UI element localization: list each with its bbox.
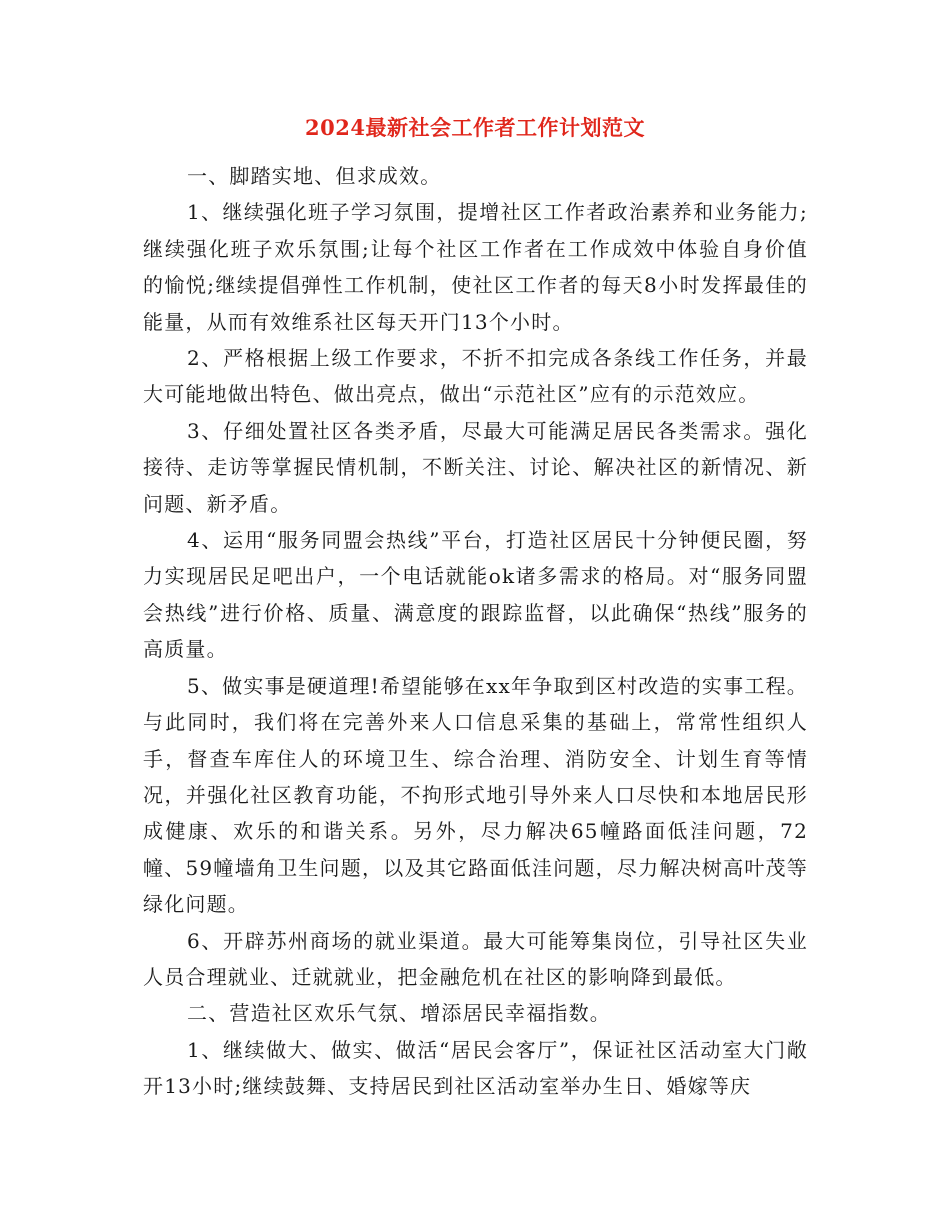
paragraph-section-2-item-1: 1、继续做大、做实、做活“居民会客厅”，保证社区活动室大门敞开13小时;继续鼓舞、支持居民到社区活动室举办生日、婚嫁等庆 (143, 1037, 808, 1099)
paragraph-item-3: 3、仔细处置社区各类矛盾，尽最大可能满足居民各类需求。强化接待、走访等掌握民情机制，不断关注、讨论、解决社区的新情况、新问题、新矛盾。 (143, 418, 808, 516)
document-title: 2024最新社会工作者工作计划范文 (305, 115, 645, 140)
paragraph-item-2: 2、严格根据上级工作要求，不折不扣完成各条线工作任务，并最大可能地做出特色、做出亮点，做出“示范社区”应有的示范效应。 (143, 346, 808, 407)
paragraph-section-1-heading: 一、脚踏实地、但求成效。 (187, 164, 442, 188)
paragraph-item-1: 1、继续强化班子学习氛围，提增社区工作者政治素养和业务能力;继续强化班子欢乐氛围;让每个社区工作者在工作成效中体验自身价值的愉悦;继续提倡弹性工作机制，使社区工作者的每天8小时发挥最佳的能量，从而有效维系社区每天开门13个小时。 (143, 200, 808, 334)
paragraph-item-6: 6、开辟苏州商场的就业渠道。最大可能筹集岗位，引导社区失业人员合理就业、迁就就业，把金融危机在社区的影响降到最低。 (143, 928, 808, 989)
paragraph-section-2-heading: 二、营造社区欢乐气氛、增添居民幸福指数。 (187, 1001, 611, 1026)
document-body (143, 158, 808, 1105)
paragraph-item-5: 5、做实事是硬道理!希望能够在xx年争取到区村改造的实事工程。与此同时，我们将在完善外来人口信息采集的基础上，常常性组织人手，督查车库住人的环境卫生、综合治理、消防安全、计划生育等情况，并强化社区教育功能，不拘形式地引导外来人口尽快和本地居民形成健康、欢乐的和谐关系。另外，尽力解决65幢路面低洼问题，72幢、59幢墙角卫生问题，以及其它路面低洼问题，尽力解决树高叶茂等绿化问题。 (143, 673, 808, 917)
paragraph-item-4: 4、运用“服务同盟会热线”平台，打造社区居民十分钟便民圈，努力实现居民足吧出户，一个电话就能ok诸多需求的格局。对“服务同盟会热线”进行价格、质量、满意度的跟踪监督，以此确保“热线”服务的高质量。 (143, 528, 808, 662)
